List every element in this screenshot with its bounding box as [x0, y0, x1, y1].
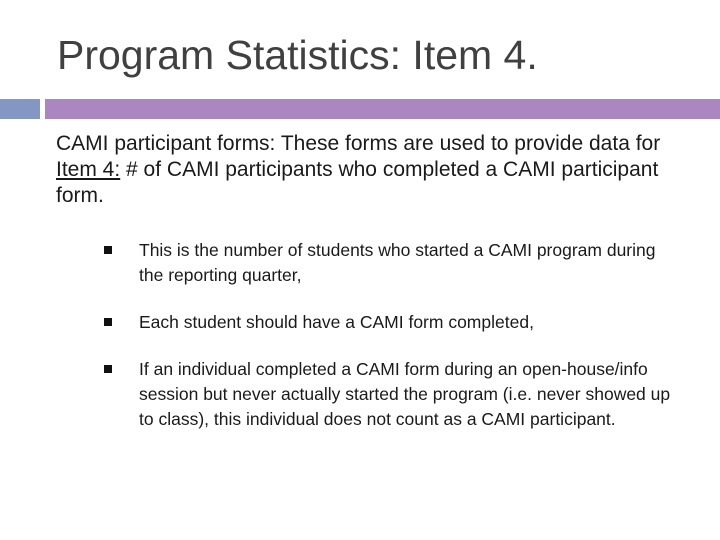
bullet-list: [104, 238, 684, 454]
square-bullet-icon: [104, 365, 112, 373]
intro-text-before: CAMI participant forms: These forms are used to provide data for: [56, 132, 661, 155]
intro-paragraph: [56, 131, 706, 209]
page-title: Program Statistics: Item 4.: [57, 32, 538, 78]
intro-text-after: # of CAMI participants who completed a CAMI participant form.: [56, 158, 659, 207]
square-bullet-icon: [104, 318, 112, 326]
bullet-item: [104, 310, 684, 335]
intro-item-reference: Item 4:: [56, 158, 121, 181]
bullet-text: If an individual completed a CAMI form during an open-house/info session but never actually started the program (i.e. never showed up to class), this individual does not count as a CAMI participant.: [139, 359, 671, 429]
accent-bar-right: [45, 99, 720, 119]
accent-bar-left: [0, 99, 40, 119]
bullet-item: [104, 357, 684, 432]
square-bullet-icon: [104, 246, 112, 254]
bullet-text: This is the number of students who started a CAMI program during the reporting quarter,: [139, 240, 656, 285]
bullet-text: Each student should have a CAMI form completed,: [139, 312, 534, 332]
bullet-item: [104, 238, 684, 288]
